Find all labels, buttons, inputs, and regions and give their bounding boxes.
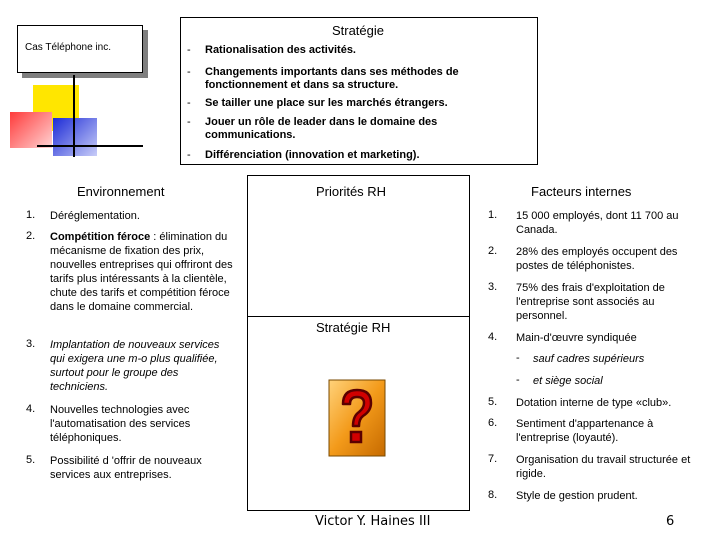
environment-item-rest: : élimination du mécanisme de fixation des prix, nouvelles entreprises qui offriront des tarifs plus intéressants à la clientèle, chute des tarifs et compétition féroce dans le domaine commercial. xyxy=(50,231,233,313)
environment-item-text: Nouvelles technologies avec l'automatisation des services téléphoniques. xyxy=(50,404,191,444)
strategy-item xyxy=(187,116,522,142)
decor-horizontal-line xyxy=(37,145,143,147)
bullet-dash: - xyxy=(187,44,191,56)
strategy-item xyxy=(187,149,522,162)
internal-subitem-dash: - xyxy=(516,374,520,386)
bullet-dash: - xyxy=(187,97,191,109)
strategy-item xyxy=(187,66,522,92)
decor-red-square xyxy=(10,112,52,148)
hr-priorities-title: Priorités RH xyxy=(316,184,387,199)
strategy-item-text: Différenciation (innovation et marketing). xyxy=(205,149,420,161)
environment-item-number: 2. xyxy=(26,230,36,242)
environment-title: Environnement xyxy=(77,184,165,199)
bullet-dash: - xyxy=(187,66,191,78)
decor-blue-square xyxy=(53,118,97,156)
internal-item-text: Dotation interne de type «club». xyxy=(516,397,672,409)
internal-item-number: 5. xyxy=(488,396,498,408)
case-label: Cas Téléphone inc. xyxy=(25,42,111,53)
footer-author: Victor Y. Haines III xyxy=(315,514,431,529)
internal-item-number: 8. xyxy=(488,489,498,501)
strategy-title: Stratégie xyxy=(331,23,385,38)
environment-item-number: 4. xyxy=(26,403,36,415)
bullet-dash: - xyxy=(187,149,191,161)
environment-item-text: Implantation de nouveaux services qui exigera une m-o plus qualifiée, surtout pour le groupe des techniciens. xyxy=(50,339,220,393)
internal-subitem-text: et siège social xyxy=(533,375,603,387)
strategy-item-text: Jouer un rôle de leader dans le domaine des communications. xyxy=(205,116,438,141)
internal-item-text: Main-d'œuvre syndiquée xyxy=(516,332,637,344)
strategy-item xyxy=(187,97,522,110)
internal-item-number: 3. xyxy=(488,281,498,293)
strategy-item-text: Se tailler une place sur les marchés étrangers. xyxy=(205,97,448,109)
environment-item-text: Possibilité d 'offrir de nouveaux services aux entreprises. xyxy=(50,455,202,481)
strategy-item xyxy=(187,44,522,57)
internal-item-text: Sentiment d'appartenance à l'entreprise (loyauté). xyxy=(516,418,654,444)
internal-subitem-text: sauf cadres supérieurs xyxy=(533,353,645,365)
environment-item-text: Déréglementation. xyxy=(50,210,140,222)
internal-item-number: 7. xyxy=(488,453,498,465)
bullet-dash: - xyxy=(187,116,191,128)
environment-item-text xyxy=(50,230,236,314)
internal-item-text: 15 000 employés, dont 11 700 au Canada. xyxy=(516,210,679,236)
internal-item-number: 4. xyxy=(488,331,498,343)
hr-strategy-label: Stratégie RH xyxy=(316,320,391,335)
question-mark-icon xyxy=(327,378,387,463)
strategy-item-text: Changements importants dans ses méthodes de fonctionnement et dans sa structure. xyxy=(205,66,459,91)
strategy-item-text: Rationalisation des activités. xyxy=(205,44,356,56)
internal-subitem-dash: - xyxy=(516,352,520,364)
environment-item-number: 5. xyxy=(26,454,36,466)
internal-item-number: 2. xyxy=(488,245,498,257)
hr-priorities-divider xyxy=(247,316,469,317)
page-number: 6 xyxy=(666,514,675,529)
case-label-box xyxy=(17,25,143,73)
environment-item-emphasis: Compétition féroce xyxy=(50,231,151,243)
internal-item-text: Organisation du travail structurée et rigide. xyxy=(516,454,691,480)
internal-item-number: 1. xyxy=(488,209,498,221)
environment-item-number: 3. xyxy=(26,338,36,350)
internal-item-number: 6. xyxy=(488,417,498,429)
internal-item-text: 75% des frais d'exploitation de l'entreprise sont associés au personnel. xyxy=(516,282,665,322)
environment-item-number: 1. xyxy=(26,209,36,221)
internal-factors-title: Facteurs internes xyxy=(531,184,632,199)
internal-item-text: 28% des employés occupent des postes de téléphonistes. xyxy=(516,246,678,272)
internal-item-text: Style de gestion prudent. xyxy=(516,490,638,502)
